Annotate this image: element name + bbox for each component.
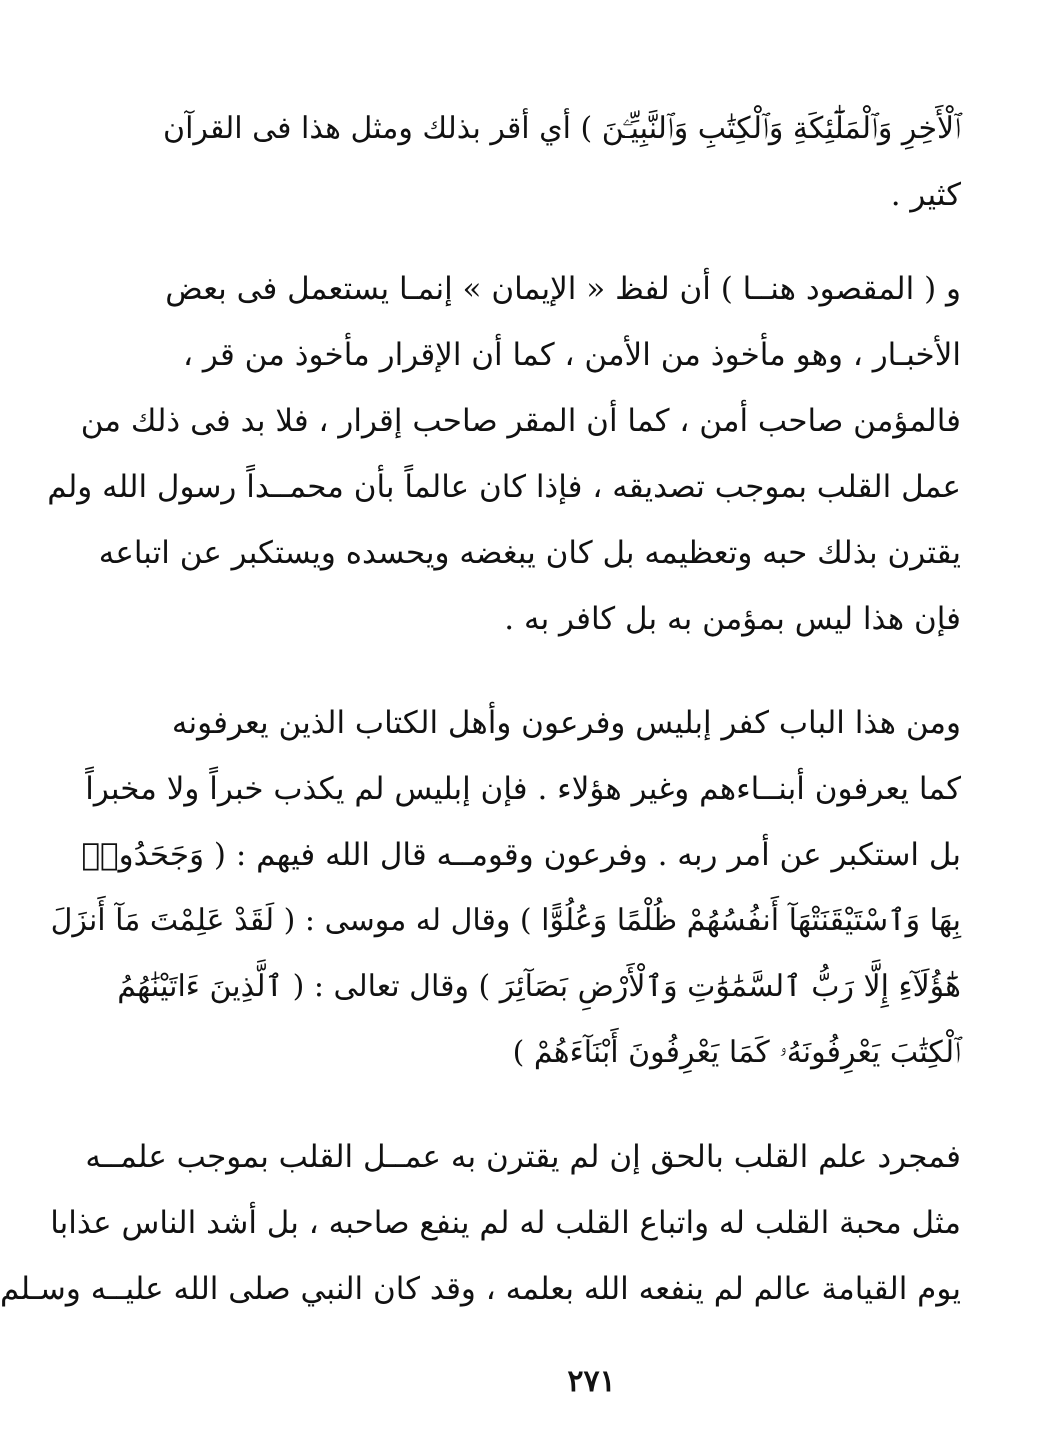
page-number: ٢٧١ bbox=[567, 1364, 616, 1399]
text-line: الأخبـار ، وهو مأخوذ من الأمن ، كما أن الإقرار مأخوذ من قر ، bbox=[183, 337, 961, 373]
text-line: ٱلْأَخِرِ وَٱلْمَلَٰٓئِكَةِ وَٱلْكِتَٰبِ وَٱلنَّبِيِّـۧنَ ) أي أقر بذلك ومثل هذا فى القرآن bbox=[163, 111, 961, 146]
text-line: عمل القلب بموجب تصديقه ، فإذا كان عالماً بأن محمــداً رسول الله ولم bbox=[47, 469, 961, 505]
text-line: فالمؤمن صاحب أمن ، كما أن المقر صاحب إقرار ، فلا بد فى ذلك من bbox=[80, 403, 961, 439]
text-line: مثل محبة القلب له واتباع القلب له لم ينفع صاحبه ، بل أشد الناس عذابا bbox=[50, 1205, 961, 1241]
text-line: كما يعرفون أبنــاءهم وغير هؤلاء . فإن إبليس لم يكذب خبراً ولا مخبراً bbox=[85, 771, 961, 807]
text-line: ومن هذا الباب كفر إبليس وفرعون وأهل الكتاب الذين يعرفونه bbox=[171, 705, 961, 741]
text-line: يقترن بذلك حبه وتعظيمه بل كان يبغضه ويحسده ويستكبر عن اتباعه bbox=[98, 535, 961, 571]
paragraph-3 bbox=[50, 690, 961, 1086]
text-line: بل استكبر عن أمر ربه . وفرعون وقومــه قال الله فيهم : ( وَجَحَدُوا۟ bbox=[81, 837, 961, 873]
paragraph-1 bbox=[163, 96, 961, 228]
text-line: فمجرد علم القلب بالحق إن لم يقترن به عمــل القلب بموجب علمــه bbox=[85, 1139, 961, 1175]
text-line: و ( المقصود هنــا ) أن لفظ « الإيمان » إنمـا يستعمل فى بعض bbox=[165, 271, 961, 307]
text-line: هَٰٓؤُلَآءِ إِلَّا رَبُّ ٱلسَّمَٰوَٰتِ وَٱلْأَرْضِ بَصَآئِرَ ) وقال تعالى : ( ٱلَّذِينَ ءَاتَيْنَٰهُمُ bbox=[117, 969, 961, 1004]
paragraph-2 bbox=[47, 256, 961, 652]
book-page bbox=[0, 96, 1039, 1437]
text-line: يوم القيامة عالم لم ينفعه الله بعلمه ، وقد كان النبي صلى الله عليــه وسـلم bbox=[0, 1271, 961, 1307]
text-line: فإن هذا ليس بمؤمن به بل كافر به . bbox=[504, 601, 961, 637]
text-line: ٱلْكِتَٰبَ يَعْرِفُونَهُۥ كَمَا يَعْرِفُونَ أَبْنَآءَهُمْ ) bbox=[512, 1035, 961, 1070]
text-line: كثير . bbox=[890, 177, 961, 213]
paragraph-4 bbox=[0, 1124, 961, 1322]
text-line: بِهَا وَٱسْتَيْقَنَتْهَآ أَنفُسُهُمْ ظُلْمًا وَعُلُوًّا ) وقال له موسى : ( لَقَدْ عَلِمْتَ مَآ أَنزَلَ bbox=[50, 903, 961, 938]
